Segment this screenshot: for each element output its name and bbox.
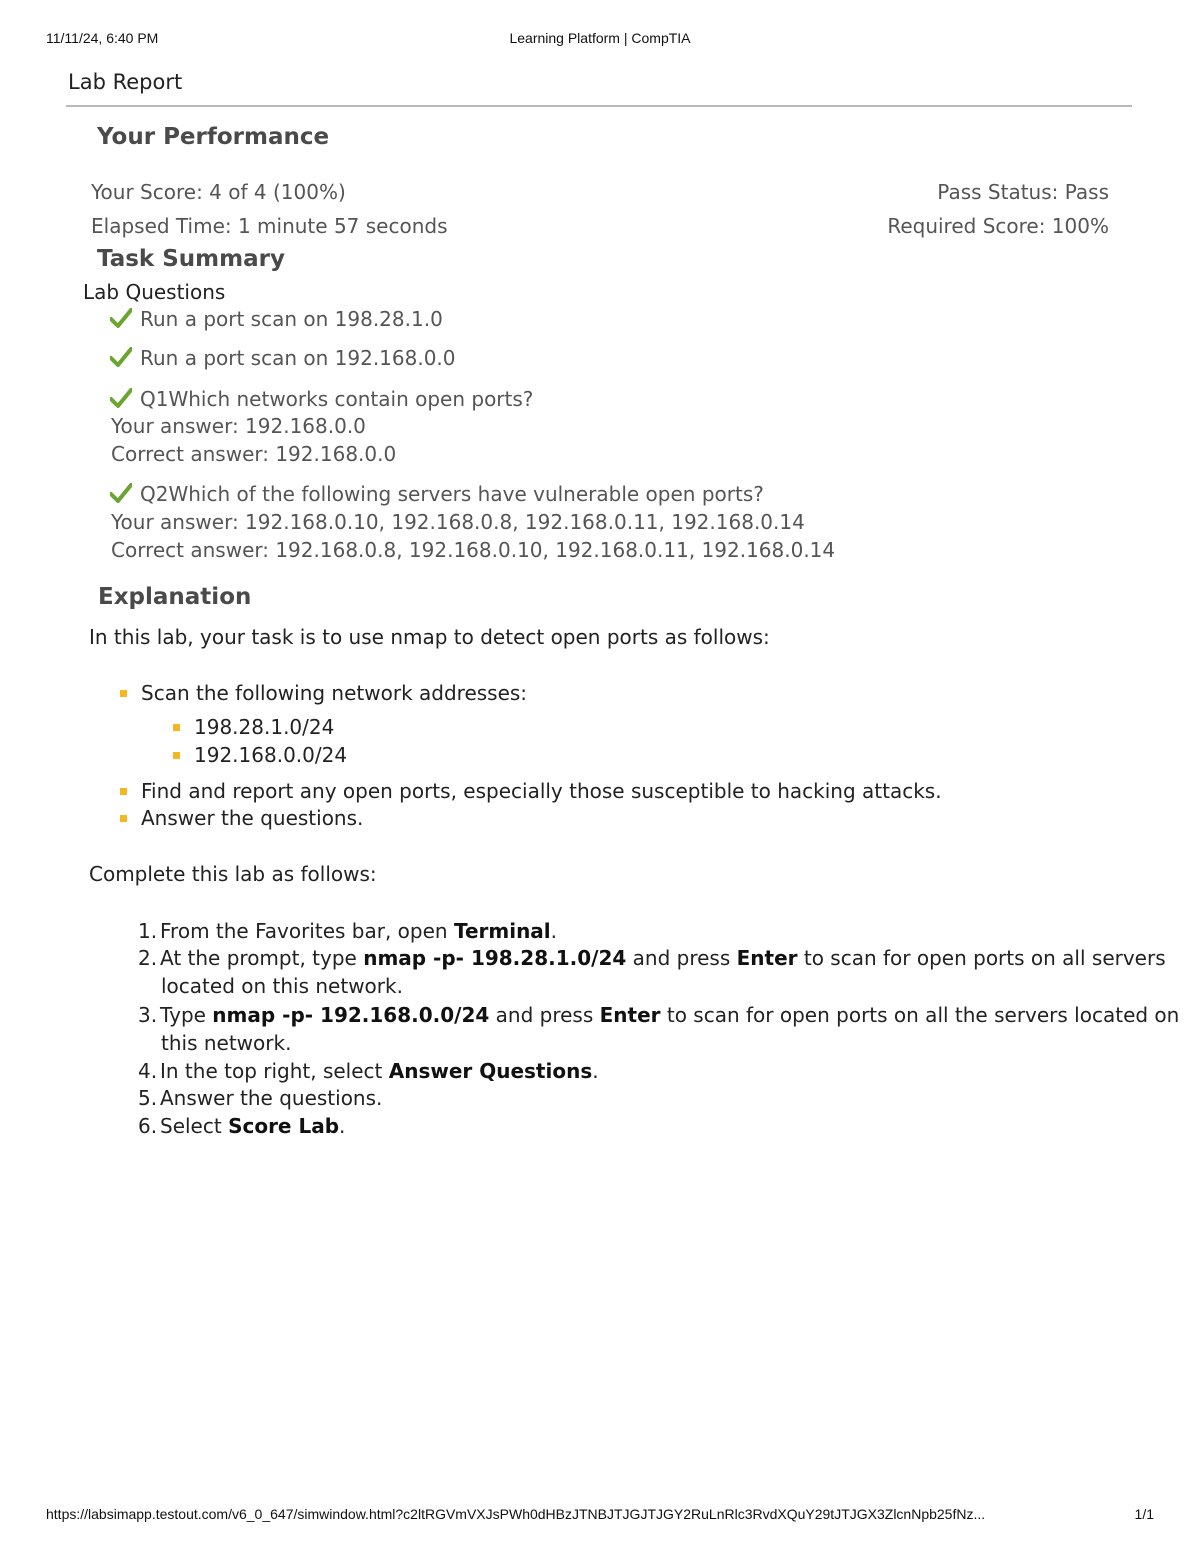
question-item xyxy=(110,482,764,506)
sub-list-item xyxy=(194,743,347,767)
bullet-marker xyxy=(173,724,180,731)
your-answer: Your answer: 192.168.0.10, 192.168.0.8, 192.168.0.11, 192.168.0.14 xyxy=(111,510,805,534)
print-page-title: Learning Platform | CompTIA xyxy=(509,30,691,46)
question-text: Q2Which of the following servers have vulnerable open ports? xyxy=(140,482,764,506)
correct-answer: Correct answer: 192.168.0.8, 192.168.0.10, 192.168.0.11, 192.168.0.14 xyxy=(111,538,836,562)
page-number: 1/1 xyxy=(1134,1506,1154,1522)
lab-questions-label: Lab Questions xyxy=(83,280,226,304)
list-item-text: Answer the questions. xyxy=(141,806,364,830)
title-divider xyxy=(66,105,1132,107)
list-item-text: Scan the following network addresses: xyxy=(141,681,528,705)
explanation-intro: In this lab, your task is to use nmap to detect open ports as follows: xyxy=(89,625,770,649)
list-item-text: 198.28.1.0/24 xyxy=(194,715,335,739)
list-item-text: Find and report any open ports, especially those susceptible to hacking attacks. xyxy=(141,779,942,803)
bullet-marker xyxy=(120,788,127,795)
step-1: 1. From the Favorites bar, open Terminal. xyxy=(138,919,558,943)
bullet-marker xyxy=(120,690,127,697)
bullet-marker xyxy=(173,752,180,759)
complete-intro: Complete this lab as follows: xyxy=(89,862,377,886)
list-item xyxy=(141,779,942,803)
checkmark-icon xyxy=(110,483,132,503)
print-datetime: 11/11/24, 6:40 PM xyxy=(46,30,159,46)
bullet-marker xyxy=(120,815,127,822)
step-4: 4. In the top right, select Answer Questions. xyxy=(138,1059,599,1083)
step-6: 6. Select Score Lab. xyxy=(138,1114,346,1138)
score-text: Your Score: 4 of 4 (100%) xyxy=(91,180,346,204)
list-item-text: 192.168.0.0/24 xyxy=(194,743,348,767)
pass-status-text: Pass Status: Pass xyxy=(937,180,1109,204)
task-item xyxy=(110,307,443,331)
print-url: https://labsimapp.testout.com/v6_0_647/simwindow.html?c2ltRGVmVXJsPWh0dHBzJTNBJTJGJTJGY2RuLnRlc3RvdXQuY29tJTJGX3ZlcnNpb25fNz... xyxy=(46,1506,986,1522)
step-5: 5. Answer the questions. xyxy=(138,1086,383,1110)
print-footer xyxy=(46,1506,1154,1526)
performance-heading: Your Performance xyxy=(97,124,330,150)
step-2: 2. At the prompt, type nmap -p- 198.28.1.0/24 and press Enter to scan for open ports on all servers located on this network. xyxy=(138,946,1166,998)
step-3: 3. Type nmap -p- 192.168.0.0/24 and press Enter to scan for open ports on all the servers located on this network. xyxy=(138,1003,1180,1055)
checkmark-icon xyxy=(110,347,132,367)
task-text: Run a port scan on 192.168.0.0 xyxy=(140,346,456,370)
your-answer: Your answer: 192.168.0.0 xyxy=(111,414,366,438)
print-header xyxy=(46,30,1154,50)
required-score-text: Required Score: 100% xyxy=(887,214,1109,238)
question-item xyxy=(110,387,533,411)
task-text: Run a port scan on 198.28.1.0 xyxy=(140,307,443,331)
list-item xyxy=(141,681,527,705)
checkmark-icon xyxy=(110,388,132,408)
list-item xyxy=(141,806,363,830)
checkmark-icon xyxy=(110,308,132,328)
task-item xyxy=(110,346,456,370)
task-summary-heading: Task Summary xyxy=(97,246,285,272)
correct-answer: Correct answer: 192.168.0.0 xyxy=(111,442,397,466)
elapsed-time-text: Elapsed Time: 1 minute 57 seconds xyxy=(91,214,448,238)
report-title: Lab Report xyxy=(68,70,183,94)
sub-list-item xyxy=(194,715,334,739)
explanation-heading: Explanation xyxy=(98,584,252,610)
question-text: Q1Which networks contain open ports? xyxy=(140,387,534,411)
